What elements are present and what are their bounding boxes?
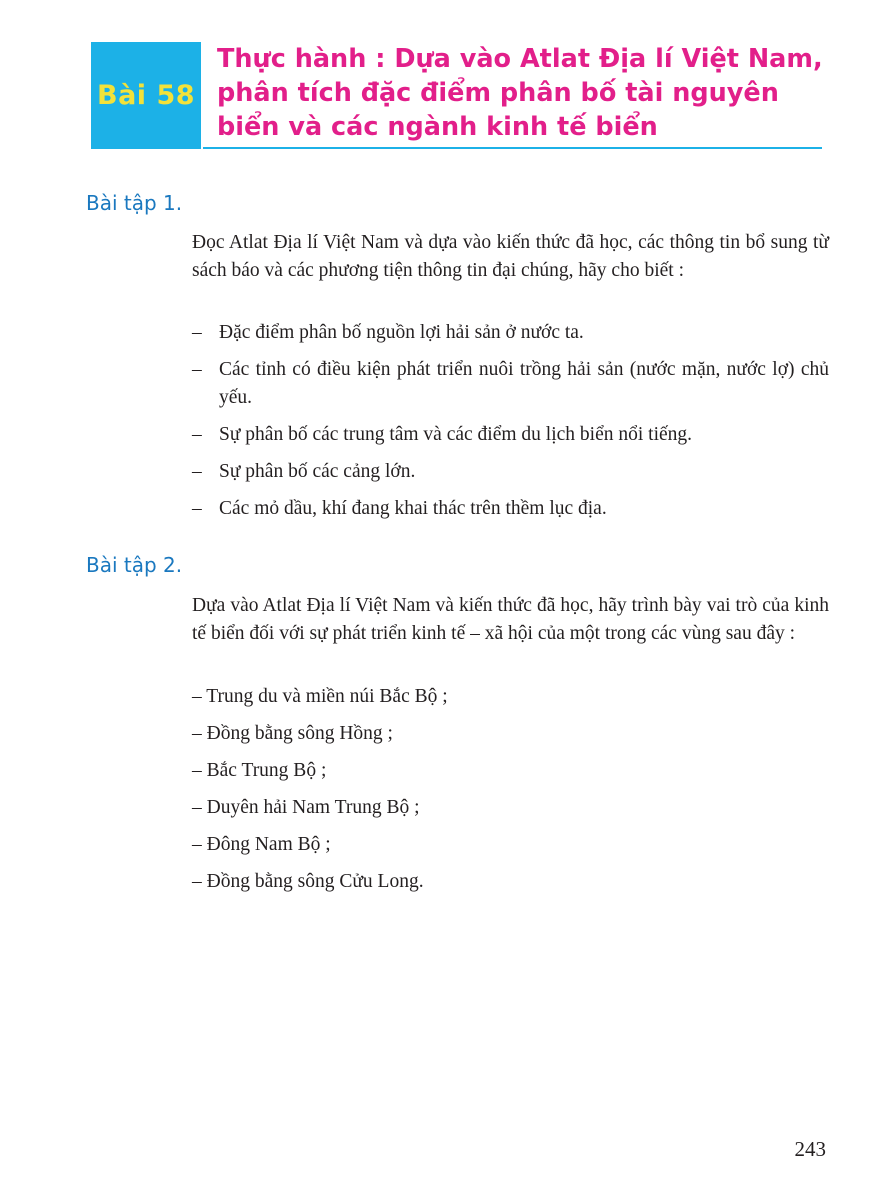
list-item-text: Sự phân bố các trung tâm và các điểm du lịch biển nổi tiếng. — [219, 424, 693, 445]
lesson-title-line: biển và các ngành kinh tế biển — [217, 112, 658, 142]
exercise-2-intro: Dựa vào Atlat Địa lí Việt Nam và kiến thức đã học, hãy trình bày vai trò của kinh tế biển đối với sự phát triển kinh tế – xã hội của một trong các vùng sau đây : — [192, 595, 829, 644]
exercise-1-list-item — [192, 356, 829, 411]
exercise-1-list-item — [192, 319, 829, 347]
exercise-2-region-item: – Đồng bằng sông Hồng ; — [192, 723, 393, 744]
lesson-number: Bài 58 — [96, 80, 196, 111]
exercise-1-list-item — [192, 495, 829, 523]
exercise-1-list-item — [192, 458, 829, 486]
lesson-title — [217, 42, 827, 144]
lesson-title-line: Thực hành : Dựa vào Atlat Địa lí Việt Nam, — [217, 44, 823, 74]
lesson-title-line: phân tích đặc điểm phân bố tài nguyên — [217, 78, 779, 108]
exercise-1-list-item — [192, 421, 829, 449]
exercise-2-region-item: – Đồng bằng sông Cửu Long. — [192, 871, 424, 892]
list-item-text: Các tỉnh có điều kiện phát triển nuôi trồng hải sản (nước mặn, nước lợ) chủ yếu. — [219, 359, 829, 408]
title-underline-divider — [203, 147, 822, 149]
list-dash: – — [192, 359, 202, 380]
list-dash: – — [192, 461, 202, 482]
list-item-text: Các mỏ dầu, khí đang khai thác trên thềm lục địa. — [219, 498, 607, 519]
lesson-number-badge — [91, 42, 201, 149]
exercise-2-heading: Bài tập 2. — [86, 553, 183, 577]
list-dash: – — [192, 322, 202, 343]
list-item-text: Sự phân bố các cảng lớn. — [219, 461, 416, 482]
list-dash: – — [192, 498, 202, 519]
page-number: 243 — [794, 1137, 826, 1161]
list-item-text: Đặc điểm phân bố nguồn lợi hải sản ở nước ta. — [219, 322, 584, 343]
exercise-1-heading: Bài tập 1. — [86, 191, 183, 215]
list-dash: – — [192, 424, 202, 445]
lesson-header — [0, 0, 885, 160]
exercise-1-intro: Đọc Atlat Địa lí Việt Nam và dựa vào kiến thức đã học, các thông tin bổ sung từ sách báo và các phương tiện thông tin đại chúng, hãy cho biết : — [192, 232, 829, 281]
exercise-2-region-item: – Đông Nam Bộ ; — [192, 834, 331, 855]
exercise-2-region-item: – Duyên hải Nam Trung Bộ ; — [192, 797, 420, 818]
exercise-2-region-item: – Bắc Trung Bộ ; — [192, 760, 327, 781]
exercise-2-region-item: – Trung du và miền núi Bắc Bộ ; — [192, 686, 448, 707]
